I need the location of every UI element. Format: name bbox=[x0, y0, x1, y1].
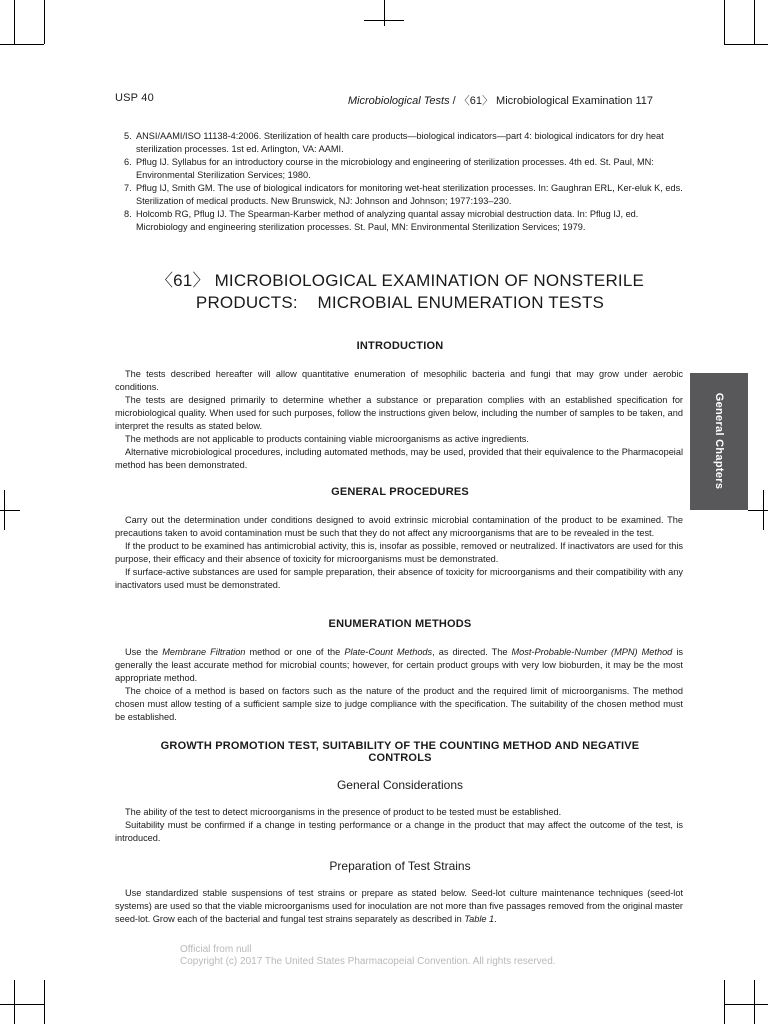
crop-mark bbox=[724, 44, 768, 45]
reference-item: 5. ANSI/AAMI/ISO 11138-4:2006. Sterilization of health care products—biological indicators—part 4: biological indicators for dry heat sterilization processes. 1st ed. Arlington, VA: AAMI. bbox=[124, 131, 664, 154]
running-header-left: USP 40 bbox=[115, 92, 154, 104]
crop-mark bbox=[0, 44, 44, 45]
general-considerations-body bbox=[115, 806, 683, 845]
crop-mark bbox=[724, 980, 725, 1024]
section-heading-growth-promotion: GROWTH PROMOTION TEST, SUITABILITY OF THE COUNTING METHOD AND NEGATIVE CONTROLS bbox=[160, 740, 640, 764]
crop-mark bbox=[748, 510, 768, 511]
chapter-title bbox=[115, 270, 685, 314]
paragraph: Suitability must be confirmed if a change in testing performance or a change in the product that may affect the outcome of the test, is introduced. bbox=[115, 820, 683, 843]
crop-mark bbox=[14, 0, 15, 44]
paragraph: If the product to be examined has antimicrobial activity, this is, insofar as possible, removed or neutralized. If inactivators are used for this purpose, their efficacy and their absence of toxicity for microorganisms must be demonstrated. bbox=[115, 541, 683, 564]
crop-mark bbox=[754, 980, 755, 1024]
crop-mark bbox=[44, 980, 45, 1024]
header-section-name: Microbiological Tests bbox=[347, 95, 450, 107]
paragraph: The ability of the test to detect microorganisms in the presence of product to be tested must be established. bbox=[125, 807, 562, 817]
footer-copyright-line: Copyright (c) 2017 The United States Pharmacopeial Convention. All rights reserved. bbox=[180, 956, 556, 967]
chapter-title-line: 〈61〉 MICROBIOLOGICAL EXAMINATION OF NONSTERILE bbox=[155, 271, 645, 290]
paragraph: If surface-active substances are used for sample preparation, their absence of toxicity for microorganisms and their compatibility with any inactivators used must be demonstrated. bbox=[115, 567, 683, 590]
crop-mark bbox=[763, 490, 764, 530]
test-strains-body bbox=[115, 887, 683, 926]
paragraph: Carry out the determination under conditions designed to avoid extrinsic microbial contamination of the product to be examined. The precautions taken to avoid contamination must be such that they do not affect any microorganisms that are to be revealed in the test. bbox=[115, 515, 683, 538]
paragraph: The methods are not applicable to products containing viable microorganisms as active ingredients. bbox=[125, 434, 529, 444]
paragraph: Alternative microbiological procedures, including automated methods, may be used, provided that their equivalence to the Pharmacopeial method has been demonstrated. bbox=[115, 447, 683, 470]
crop-mark bbox=[754, 0, 755, 44]
general-procedures-body bbox=[115, 514, 683, 592]
crop-mark bbox=[0, 1004, 44, 1005]
crop-mark bbox=[0, 510, 20, 511]
paragraph: Use the Membrane Filtration method or one of the Plate-Count Methods, as directed. The Most-Probable-Number (MPN) Method is generally the least accurate method for microbial counts; however, for certain product groups with very low bioburden, it may be the most appropriate method. bbox=[115, 647, 683, 683]
section-heading-general-procedures: GENERAL PROCEDURES bbox=[331, 486, 469, 498]
paragraph: The tests described hereafter will allow quantitative enumeration of mesophilic bacteria and fungi that may grow under aerobic conditions. bbox=[115, 369, 683, 392]
crop-mark bbox=[44, 0, 45, 44]
subsection-heading-general-considerations: General Considerations bbox=[336, 778, 464, 792]
crop-mark bbox=[384, 0, 385, 26]
subsection-heading-test-strains: Preparation of Test Strains bbox=[329, 859, 471, 873]
enumeration-methods-body bbox=[115, 646, 683, 724]
section-heading-introduction: INTRODUCTION bbox=[356, 340, 444, 352]
chapter-title-line: PRODUCTS: MICROBIAL ENUMERATION TESTS bbox=[195, 293, 605, 312]
footer-official-line: Official from null bbox=[180, 944, 252, 955]
section-heading-enumeration-methods: ENUMERATION METHODS bbox=[328, 618, 472, 630]
paragraph: Use standardized stable suspensions of test strains or prepare as stated below. Seed-lot culture maintenance techniques (seed-lot systems) are used so that the viable microorganisms used for inoculation are not more than five passages removed from the original master seed-lot. Grow each of the bacterial and fungal test strains separately as described in Table 1. bbox=[115, 888, 683, 924]
reference-item: 7. Pflug IJ, Smith GM. The use of biological indicators for monitoring wet-heat sterilization processes. In: Gaughran ERL, Ker-eluk K, eds. Sterilization of medical products. New Brunswick, NJ: Johnson and Johnson; 1977:193–230. bbox=[124, 183, 683, 206]
method-name: Most-Probable-Number (MPN) Method bbox=[511, 647, 673, 657]
header-chapter-page: / 〈61〉 Microbiological Examination 117 bbox=[449, 95, 653, 107]
paragraph: The tests are designed primarily to determine whether a substance or preparation complies with an established specification for microbiological quality. When used for such purposes, follow the instructions given below, including the number of samples to be taken, and interpret the results as stated below. bbox=[115, 395, 683, 431]
method-name: Membrane Filtration bbox=[162, 647, 246, 657]
section-side-tab bbox=[690, 373, 748, 510]
crop-mark bbox=[724, 1004, 768, 1005]
table-reference: Table 1 bbox=[464, 914, 495, 924]
paragraph: The choice of a method is based on factors such as the nature of the product and the required limit of microorganisms. The method chosen must allow testing of a sufficient sample size to judge compliance with the specification. The suitability of the chosen method must be established. bbox=[115, 686, 683, 722]
copyright-footer bbox=[180, 944, 556, 968]
method-name: Plate-Count Methods bbox=[344, 647, 433, 657]
running-header-right bbox=[348, 92, 653, 108]
crop-mark bbox=[4, 490, 5, 530]
side-tab-label: General Chapters bbox=[713, 392, 725, 490]
reference-list bbox=[124, 130, 684, 234]
crop-mark bbox=[724, 0, 725, 44]
crop-mark bbox=[14, 980, 15, 1024]
reference-item: 6. Pflug IJ. Syllabus for an introductory course in the microbiology and engineering of sterilization processes. 4th ed. St. Paul, MN: Environmental Sterilization Services; 1980. bbox=[124, 157, 654, 180]
reference-item: 8. Holcomb RG, Pflug IJ. The Spearman-Karber method of analyzing quantal assay microbial destruction data. In: Pflug IJ, ed. Microbiology and engineering sterilization processes. St. Paul, MN: Environmental Sterilization Services; 1979. bbox=[124, 209, 639, 232]
introduction-body bbox=[115, 368, 683, 472]
